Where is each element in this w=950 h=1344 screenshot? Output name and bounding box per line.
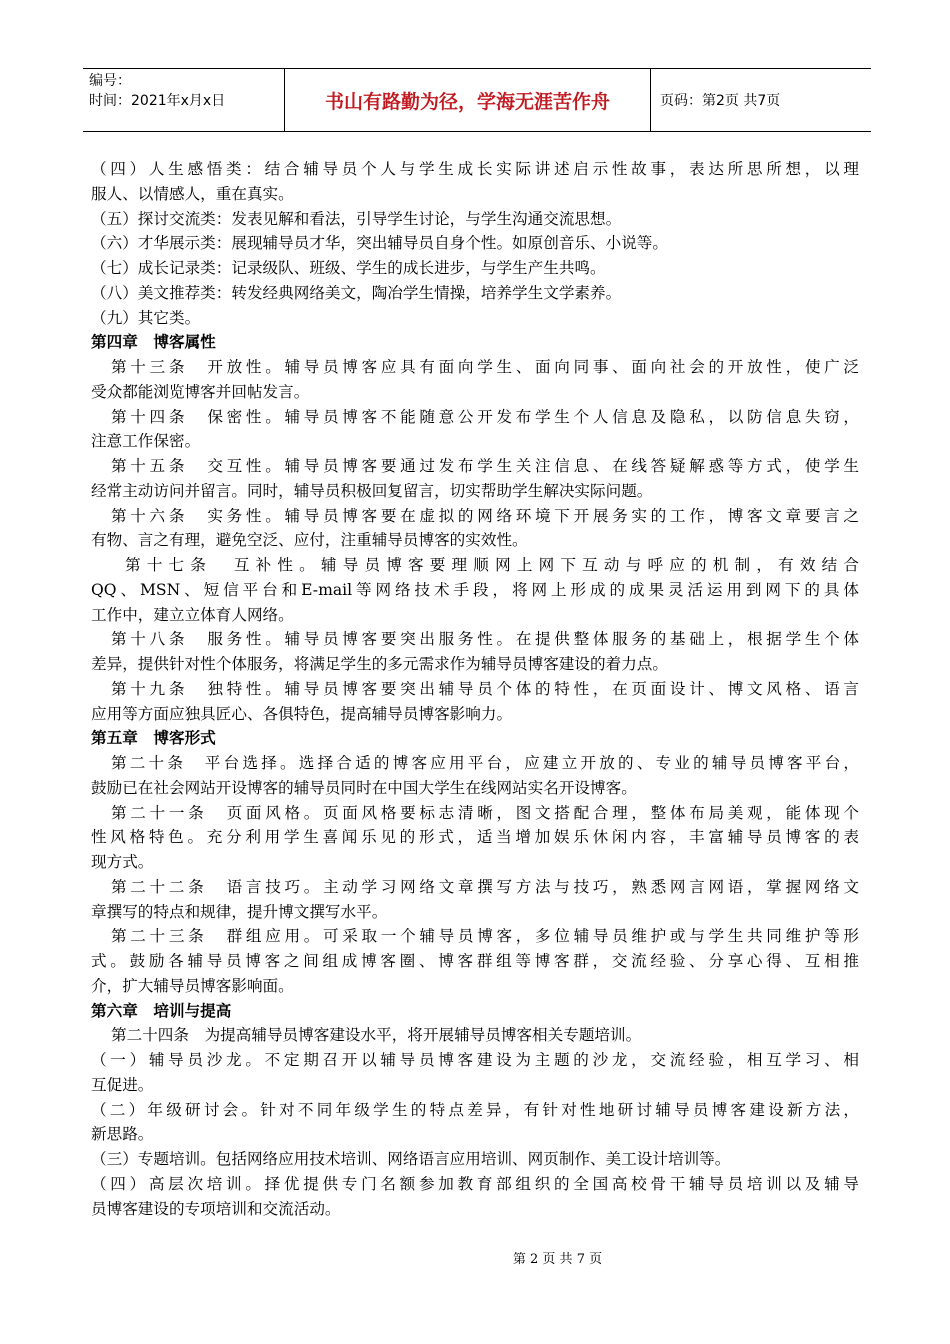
text-line: 性风格特色。充分利用学生喜闻乐见的形式，适当增加娱乐休闲内容，丰富辅导员博客的表 <box>91 828 859 847</box>
text-line: （四）人生感悟类：结合辅导员个人与学生成长实际讲述启示性故事，表达所思所想，以理 <box>91 160 859 178</box>
header-meta <box>83 69 285 131</box>
text-line: 第二十条 平台选择。选择合适的博客应用平台，应建立开放的、专业的辅导员博客平台， <box>111 754 859 772</box>
text-line: 章撰写的特点和规律，提升博文撰写水平。 <box>91 902 388 921</box>
text-line: 第十九条 独特性。辅导员博客要突出辅导员个体的特性，在页面设计、博文风格、语言 <box>111 679 859 698</box>
text-line: 第十七条 互补性。辅导员博客要理顺网上网下互动与呼应的机制，有效结合 <box>125 556 859 574</box>
text-line: 第十五条 交互性。辅导员博客要通过发布学生关注信息、在线答疑解惑等方式，使学生 <box>111 457 859 475</box>
text-line: 第十四条 保密性。辅导员博客不能随意公开发布学生个人信息及隐私，以防信息失窃， <box>111 407 859 426</box>
text-line: 新思路。 <box>91 1125 154 1144</box>
text-line: 第二十四条 为提高辅导员博客建设水平，将开展辅导员博客相关专题培训。 <box>111 1026 642 1045</box>
text-line: 互促进。 <box>91 1075 154 1094</box>
text-line: 有物、言之有理，避免空泛、应付，注重辅导员博客的实效性。 <box>91 531 528 550</box>
text-line: QQ、MSN、短信平台和E-mail等网络技术手段，将网上形成的成果灵活运用到网下的具体 <box>91 580 859 599</box>
chapter-heading: 第六章 培训与提高 <box>91 1001 232 1020</box>
text-line: （二）年级研讨会。针对不同年级学生的特点差异，有针对性地研讨辅导员博客建设新方法， <box>91 1100 859 1119</box>
page-footer <box>0 1248 950 1267</box>
header-motto: 书山有路勤为径，学海无涯苦作舟 <box>285 69 651 131</box>
text-line: 鼓励已在社会网站开设博客的辅导员同时在中国大学生在线网站实名开设博客。 <box>91 778 637 797</box>
document-body <box>91 157 859 1221</box>
text-line: （八）美文推荐类：转发经典网络美文，陶冶学生情操，培养学生文学素养。 <box>91 283 622 302</box>
text-line: 现方式。 <box>91 853 154 871</box>
header-table <box>83 68 871 132</box>
chapter-heading: 第五章 博客形式 <box>91 729 216 748</box>
text-line: （一）辅导员沙龙。不定期召开以辅导员博客建设为主题的沙龙，交流经验，相互学习、相 <box>91 1051 859 1069</box>
footer-page-number: 第 2 页 共 7 页 <box>512 1252 603 1267</box>
text-line: （七）成长记录类：记录级队、班级、学生的成长进步，与学生产生共鸣。 <box>91 259 606 277</box>
text-line: 应用等方面应独具匠心、各俱特色，提高辅导员博客影响力。 <box>91 704 513 723</box>
text-line: （九）其它类。 <box>91 308 201 327</box>
text-line: 第二十二条 语言技巧。主动学习网络文章撰写方法与技巧，熟悉网言网语，掌握网络文 <box>111 877 859 896</box>
text-line: （三）专题培训。包括网络应用技术培训、网络语言应用培训、网页制作、美工设计培训等。 <box>91 1150 731 1168</box>
header-number: 编号： <box>89 73 131 89</box>
text-line: 第十八条 服务性。辅导员博客要突出服务性。在提供整体服务的基础上，根据学生个体 <box>111 630 859 649</box>
text-line: 介，扩大辅导员博客影响面。 <box>91 976 294 995</box>
header-page: 页码：第2页 共7页 <box>660 93 781 109</box>
text-line: 差异，提供针对性个体服务，将满足学生的多元需求作为辅导员博客建设的着力点。 <box>91 655 668 673</box>
chapter-heading: 第四章 博客属性 <box>91 333 216 352</box>
text-line: 第十六条 实务性。辅导员博客要在虚拟的网络环境下开展务实的工作，博客文章要言之 <box>111 506 859 525</box>
text-line: 员博客建设的专项培训和交流活动。 <box>91 1199 341 1218</box>
text-line: 第二十三条 群组应用。可采取一个辅导员博客，多位辅导员维护或与学生共同维护等形 <box>111 927 859 946</box>
header-date: 时间：2021年x月x日 <box>89 93 226 109</box>
text-line: 注意工作保密。 <box>91 432 201 451</box>
text-line: 工作中，建立立体育人网络。 <box>91 605 294 624</box>
text-line: 第十三条 开放性。辅导员博客应具有面向学生、面向同事、面向社会的开放性，使广泛 <box>111 358 859 376</box>
text-line: （六）才华展示类：展现辅导员才华，突出辅导员自身个性。如原创音乐、小说等。 <box>91 234 668 253</box>
text-line: 受众都能浏览博客并回帖发言。 <box>91 382 310 401</box>
text-line: 服人、以情感人，重在真实。 <box>91 184 294 203</box>
text-line: 式。鼓励各辅导员博客之间组成博客圈、博客群组等博客群，交流经验、分享心得、互相推 <box>91 952 859 970</box>
text-line: 经常主动访问并留言。同时，辅导员积极回复留言，切实帮助学生解决实际问题。 <box>91 481 653 500</box>
text-line: 第二十一条 页面风格。页面风格要标志清晰，图文搭配合理，整体布局美观，能体现个 <box>111 803 859 822</box>
text-line: （四）高层次培训。择优提供专门名额参加教育部组织的全国高校骨干辅导员培训以及辅导 <box>91 1174 859 1193</box>
text-line: （五）探讨交流类：发表见解和看法，引导学生讨论，与学生沟通交流思想。 <box>91 209 622 228</box>
